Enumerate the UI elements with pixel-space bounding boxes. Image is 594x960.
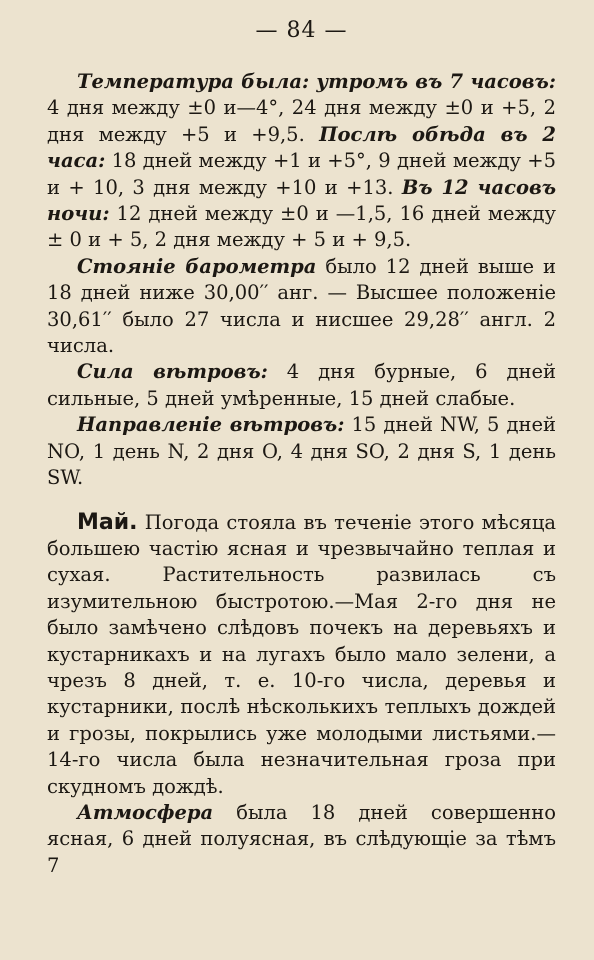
night-label: Въ 12 часовъ ночи: [47,175,556,226]
section-gap [47,492,556,510]
atmosphere-text: была 18 дней совершенно ясная, 6 дней полуясная, въ слѣдующіе за тѣмъ 7 [47,800,556,877]
temperature-paragraph [47,69,556,254]
month-heading: Май. [77,509,138,535]
barometer-text: было 12 дней выше и 18 дней ниже 30,00′′ анг. — Высшее положеніе 30,61′′ было 27 числа и нисшее 29,28′′ англ. 2 числа. [47,254,556,358]
may-paragraph [47,510,556,800]
temperature-morning-text: 4 дня между ±0 и—4°, 24 дня между ±0 и +5, 2 дня между +5 и +9,5. [47,96,556,146]
temperature-label: Температура была: утромъ въ 7 часовъ: [77,70,556,93]
page-number: — 84 — [255,18,348,43]
wind-strength-paragraph [47,359,556,412]
may-text: Погода стояла въ теченіе этого мѣсяца большею частію ясная и чрезвычайно теплая и сухая. Растительность развилась съ изумительною быстротою.—Мая 2-го дня не было замѣчено слѣдовъ почекъ на деревьяхъ и кустарникахъ и на лугахъ было мало зелени, а чрезъ 8 дней, т. е. 10-го числа, деревья и кустарники, послѣ нѣсколькихъ теплыхъ дождей и грозы, покрылись уже молодыми листьями.—14-го числа была незначительная гроза при скудномъ дождѣ. [47,510,556,798]
atmosphere-paragraph [47,800,556,879]
wind-direction-text: 15 дней NW, 5 дней NO, 1 день N, 2 дня O, 4 дня SO, 2 дня S, 1 день SW. [47,413,557,490]
temperature-night-text: 12 дней между ±0 и —1,5, 16 дней между ± 0 и + 5, 2 дня между + 5 и + 9,5. [47,202,556,252]
temperature-afternoon-text: 18 дней между +1 и +5°, 9 дней между +5 и + 10, 3 дня между +10 и +13. [47,149,556,199]
afternoon-label: Послѣ обѣда въ 2 часа: [47,122,556,173]
wind-direction-paragraph [47,412,556,491]
page-text [47,69,556,879]
barometer-paragraph [47,254,556,360]
barometer-label: Стояніе барометра [77,254,317,278]
atmosphere-label: Атмосфера [77,800,214,824]
wind-strength-text: 4 дня бурные, 6 дней сильные, 5 дней умѣренные, 15 дней слабые. [47,360,556,410]
wind-strength-label: Сила вѣтровъ: [77,360,268,384]
wind-direction-label: Направленіе вѣтровъ: [77,413,345,437]
